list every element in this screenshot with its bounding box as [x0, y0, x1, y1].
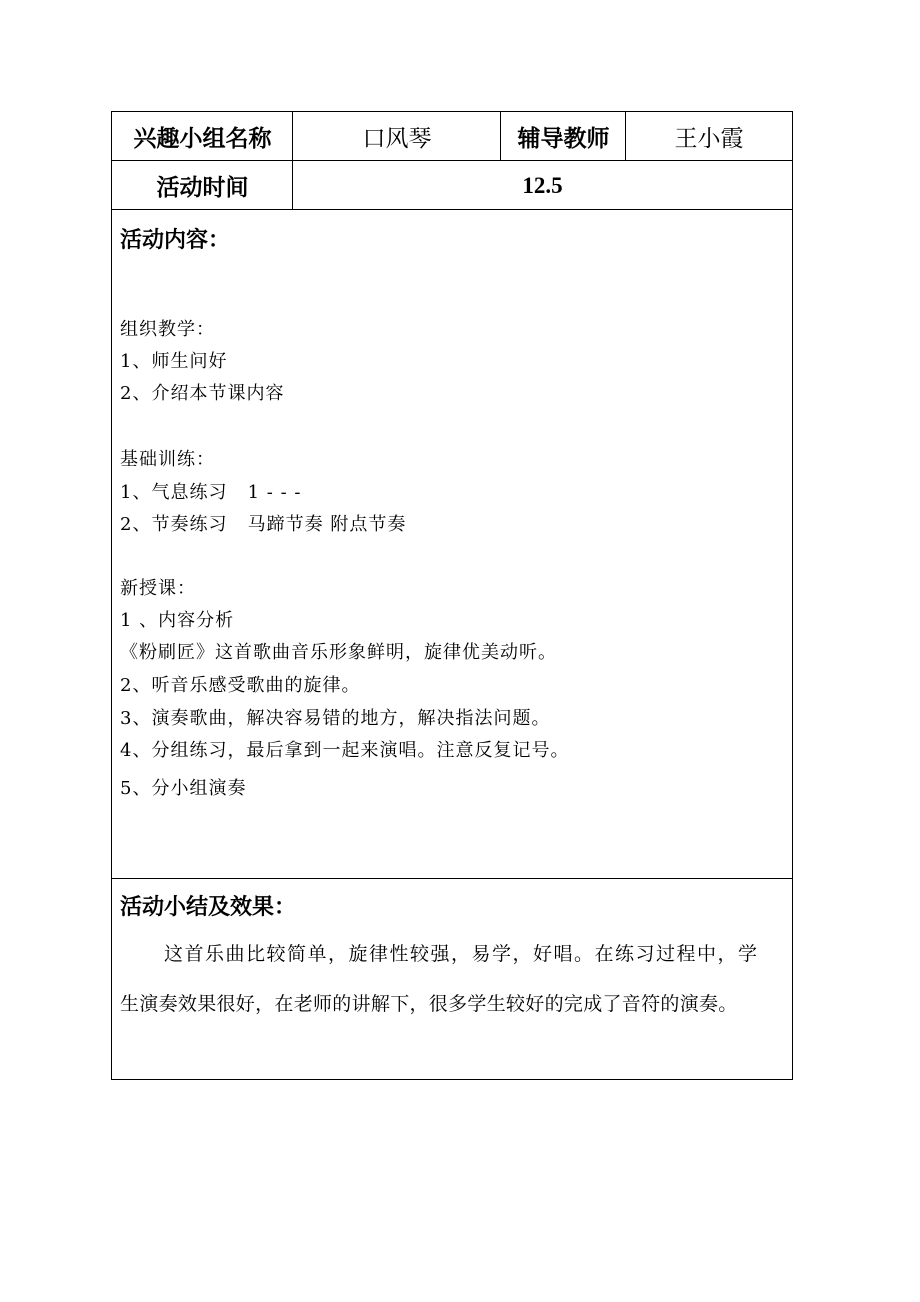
content-line: 2、介绍本节课内容	[120, 383, 285, 404]
summary-text: 生演奏效果很好，在老师的讲解下，很多学生较好的完成了音符的演奏。	[120, 993, 738, 1015]
time-label: 活动时间	[156, 175, 249, 201]
teacher-label: 辅导教师	[517, 126, 610, 152]
content-line: 2、节奏练习 马蹄节奏 附点节奏	[120, 514, 407, 535]
content-line: 5、分小组演奏	[120, 778, 247, 799]
divider	[292, 112, 293, 210]
content-line: 基础训练：	[120, 449, 215, 470]
divider	[112, 160, 792, 161]
content-line: 1、师生问好	[120, 351, 228, 372]
content-line: 《粉刷匠》这首歌曲音乐形象鲜明，旋律优美动听。	[120, 642, 557, 663]
summary-title: 活动小结及效果：	[120, 895, 297, 920]
group-name-value: 口风琴	[362, 126, 432, 152]
content-line: 1 、内容分析	[120, 610, 235, 631]
content-line: 新授课：	[120, 578, 196, 599]
content-line: 4、分组练习，最后拿到一起来演唱。注意反复记号。	[120, 740, 570, 761]
divider	[112, 209, 792, 210]
divider	[112, 878, 792, 879]
divider	[625, 112, 626, 161]
teacher-value: 王小霞	[674, 126, 744, 152]
group-name-label: 兴趣小组名称	[133, 126, 272, 152]
content-line: 组织教学：	[120, 319, 215, 340]
content-title: 活动内容：	[120, 228, 231, 253]
divider	[500, 112, 501, 161]
summary-text: 这首乐曲比较简单，旋律性较强，易学，好唱。在练习过程中，学	[164, 943, 759, 965]
content-line: 1、气息练习 1 - - -	[120, 482, 302, 503]
content-line: 2、听音乐感受歌曲的旋律。	[120, 675, 361, 696]
content-line: 3、演奏歌曲，解决容易错的地方，解决指法问题。	[120, 708, 551, 729]
activity-record-table	[111, 111, 793, 1080]
time-value: 12.5	[522, 172, 563, 198]
